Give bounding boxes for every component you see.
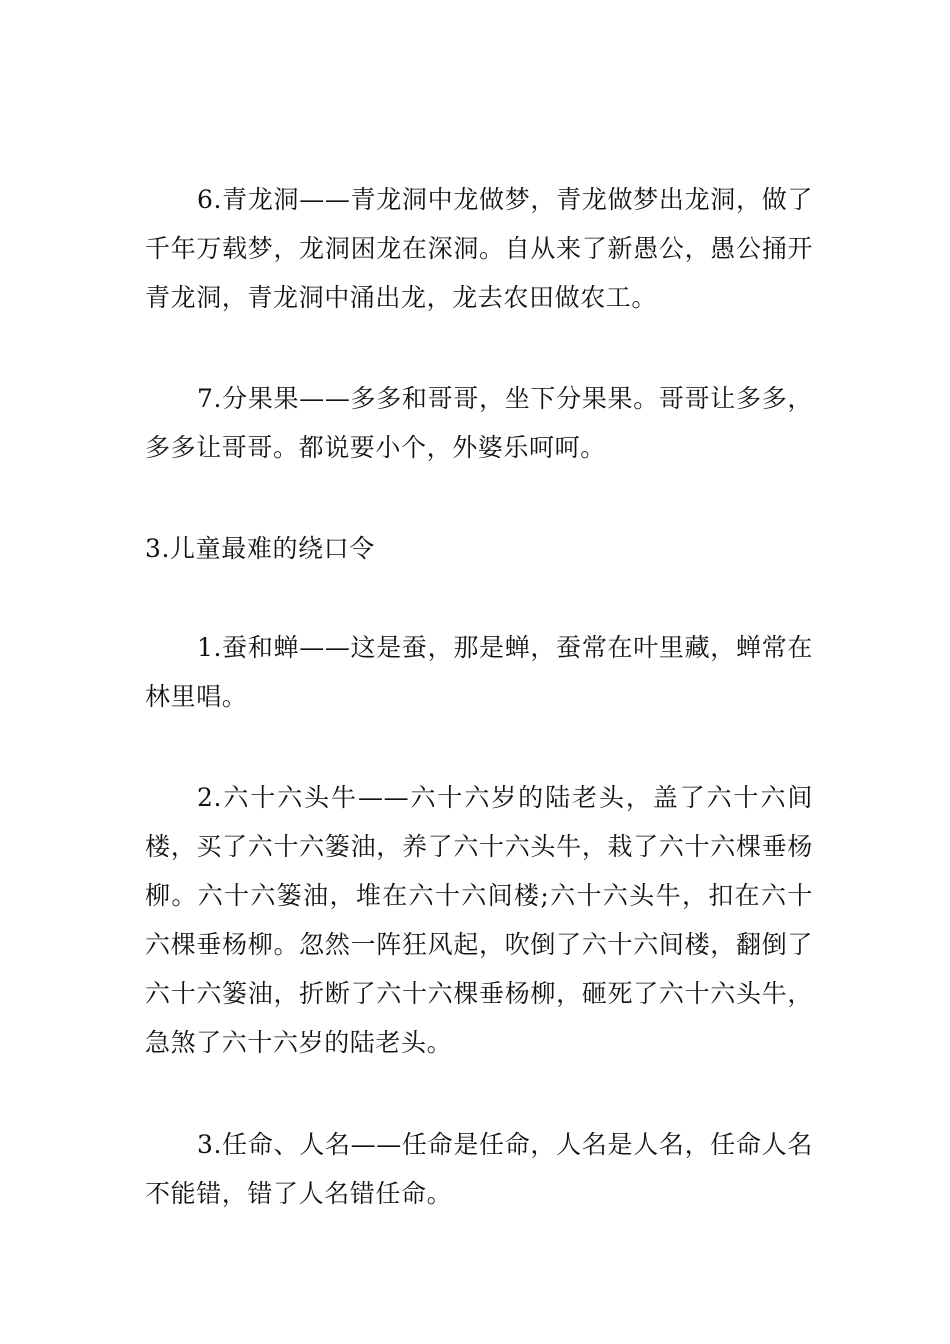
paragraph-share-fruits: 7.分果果——多多和哥哥，坐下分果果。哥哥让多多，多多让哥哥。都说要小个，外婆乐呵呵。 <box>145 384 813 462</box>
paragraph-qinglong-cave: 6.青龙洞——青龙洞中龙做梦，青龙做梦出龙洞，做了千年万载梦，龙洞困龙在深洞。自从来了新愚公，愚公捅开青龙洞，青龙洞中涌出龙，龙去农田做农工。 <box>145 185 813 312</box>
paragraph-sixty-six-cows: 2.六十六头牛——六十六岁的陆老头，盖了六十六间楼，买了六十六篓油，养了六十六头牛，栽了六十六棵垂杨柳。六十六篓油，堆在六十六间楼;六十六头牛，扣在六十六棵垂杨柳。忽然一阵狂风起，吹倒了六十六间楼，翻倒了六十六篓油，折断了六十六棵垂杨柳，砸死了六十六头牛，急煞了六十六岁的陆老头。 <box>145 783 813 1057</box>
section-heading: 3.儿童最难的绕口令 <box>145 534 375 563</box>
paragraph-silkworm-cicada: 1.蚕和蝉——这是蚕，那是蝉，蚕常在叶里藏，蝉常在林里唱。 <box>145 633 813 711</box>
paragraph-appointment-name: 3.任命、人名——任命是任命，人名是人名，任命人名不能错，错了人名错任命。 <box>145 1130 813 1208</box>
